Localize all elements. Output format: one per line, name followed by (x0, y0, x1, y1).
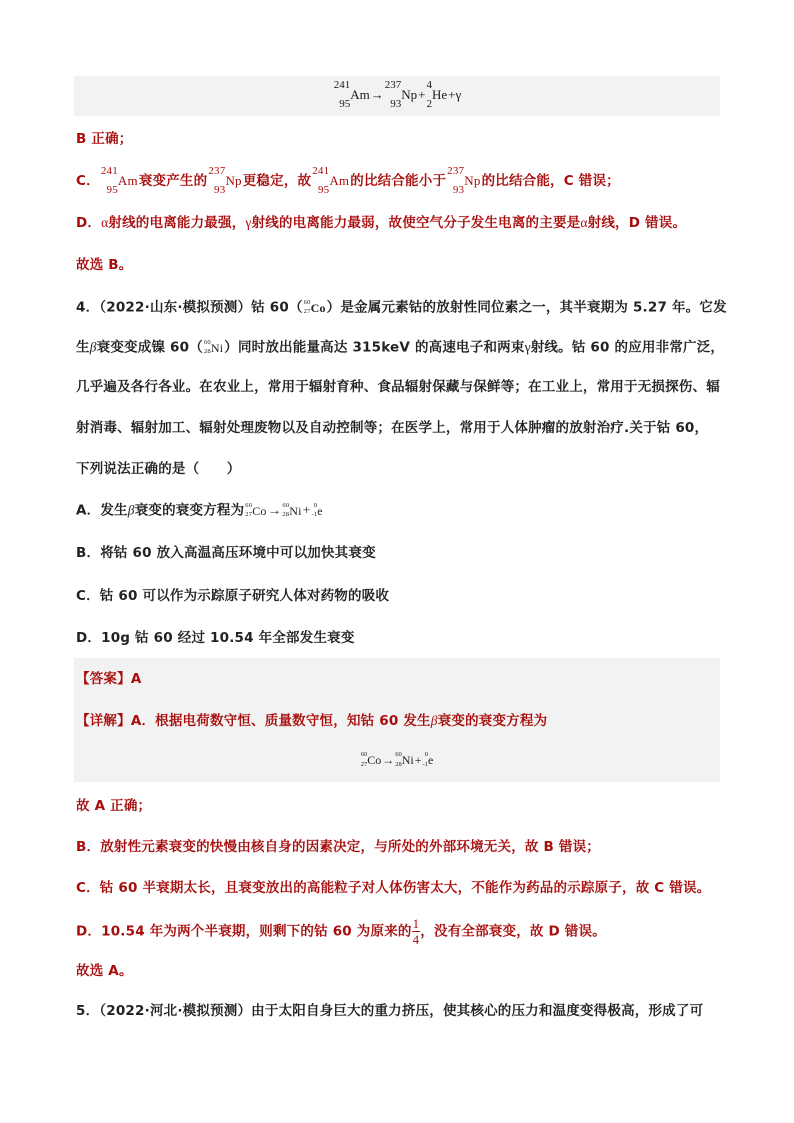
explanation-d: D．10.54 年为两个半衰期，则剩下的钴 60 为原来的 $\frac{1}{4}$ ，没有全部衰变，故 D 错误。 (76, 916, 606, 947)
decay-equation-co: 60 27 Co→ 60 28 Ni+ 0 -1 e (360, 751, 434, 768)
statement-b-correct: B 正确； (76, 131, 133, 147)
answer-line: 【答案】A (76, 671, 142, 687)
option-c: C．钴 60 可以作为示踪原子研究人体对药物的吸收 (76, 588, 390, 604)
fraction-one-quarter: $\frac{1}{4}$ (412, 916, 420, 947)
question-4-line-4: 射消毒、辐射加工、辐射处理废物以及自动控制等；在医学上，常用于人体肿瘤的放射治疗.关于钴 60， (76, 420, 709, 436)
detail-line: 【详解】A．根据电荷数守恒、质量数守恒，知钴 60 发生β衰变的衰变方程为 (76, 713, 548, 729)
question-4-line-3: 几乎遍及各行各业。在农业上，常用于辐射育种、食品辐射保藏与保鲜等；在工业上，常用于无损探伤、辐 (76, 379, 720, 395)
question-4-line-2: 生β衰变变成镍 60（ 60 28 Ni）同时放出能量高达 315keV 的高速电子和两束γ射线。钴 60 的应用非常广泛， (76, 338, 725, 356)
explanation-b: B．放射性元素衰变的快慢由核自身的因素决定，与所处的外部环境无关，故 B 错误； (76, 839, 600, 855)
statement-d: D．α射线的电离能力最强，γ射线的电离能力最弱，故使空气分子发生电离的主要是α射线，D 错误。 (76, 215, 687, 231)
final-choice-a: 故选 A。 (76, 963, 133, 979)
question-4-line-5: 下列说法正确的是（ ） (76, 461, 241, 477)
option-b: B．将钴 60 放入高温高压环境中可以加快其衰变 (76, 545, 376, 561)
question-4-line-1: 4．（2022·山东·模拟预测）钴 60（ 60 27 Co）是金属元素钴的放射性同位素之一，其半衰期为 5.27 年。它发 (76, 298, 727, 316)
explanation-c: C．钴 60 半衰期太长，且衰变放出的高能粒子对人体伤害太大，不能作为药品的示踪原子，故 C 错误。 (76, 880, 711, 896)
statement-c: C． 241 95 Am衰变产生的 237 93 Np更稳定，故 241 95 Am的比结合能小于 237 93 Np的比结合能，C 错误； (76, 165, 620, 196)
final-choice-b: 故选 B。 (76, 257, 133, 273)
a-correct-line: 故 A 正确； (76, 798, 152, 814)
decay-equation-am: 241 95 Am→ 237 93 Np+ 4 2 He+γ (333, 79, 462, 110)
question-5-line-1: 5．（2022·河北·模拟预测）由于太阳自身巨大的重力挤压，使其核心的压力和温度变得极高，形成了可 (76, 1003, 704, 1019)
option-d: D．10g 钴 60 经过 10.54 年全部发生衰变 (76, 630, 355, 646)
option-a: A．发生β衰变的衰变方程为 60 27 Co→ 60 28 Ni+ 0 -1 e (76, 501, 323, 519)
